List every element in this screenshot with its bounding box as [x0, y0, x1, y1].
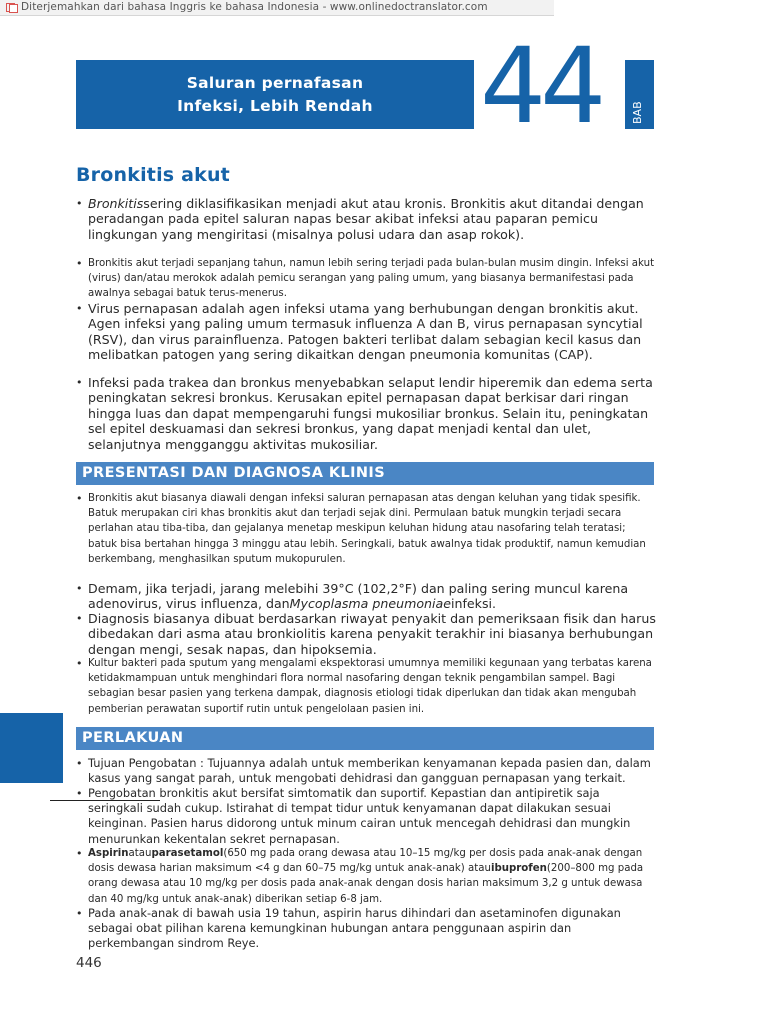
- paragraph-text: (200–800 mg pada orang dewasa atau 10 mg/kg per dosis pada anak-anak dengan dosis harian maksimum 3,2 g untuk dewasa dan 40 mg/kg untuk anak-anak) diberikan setiap 6-8 jam.: [88, 863, 644, 905]
- side-tab-marker: [0, 713, 63, 783]
- drug-name: Aspirin: [88, 848, 129, 859]
- paragraph-text: sering diklasifikasikan menjadi akut atau kronis. Bronkitis akut ditandai dengan peradangan pada epitel saluran napas besar akibat infeksi atau paparan pemicu lingkungan yang mengiritasi (misalnya polusi udara dan asap rokok).: [88, 196, 644, 242]
- translator-banner[interactable]: [0, 0, 554, 16]
- bullet-icon: •: [76, 302, 83, 315]
- paragraph-text: infeksi.: [451, 596, 497, 612]
- paragraph-text: Pengobatan bronkitis akut bersifat simtomatik dan suportif. Kepastian dan antipiretik saja seringkali sudah cukup. Istirahat di tempat tidur untuk kenyamanan dapat dilakukan sesuai keinginan. Pasien harus didorong untuk minum cairan untuk mencegah dehidrasi dan mungkin menurunkan kekentalan sekret pernapasan.: [88, 786, 631, 846]
- list-item: [76, 196, 656, 242]
- list-item: [76, 256, 656, 302]
- paragraph-text: Kultur bakteri pada sputum yang mengalami ekspektorasi umumnya memiliki kegunaan yang terbatas karena ketidakmampuan untuk menghindari flora normal nasofaring dengan teknik pengambilan sampel. Bagi sebagian besar pasien yang terkena dampak, diagnosis etiologi tidak diperlukan dan tidak akan mengubah pemberian perawatan suportif rutin untuk pengelolaan pasien ini.: [88, 658, 652, 715]
- section-title: Bronkitis akut: [76, 164, 230, 186]
- paragraph-text: Bronkitis akut biasanya diawali dengan infeksi saluran pernapasan atas dengan keluhan yang tidak spesifik. Batuk merupakan ciri khas bronkitis akut dan terjadi sejak dini. Permulaan batuk mungkin terjadi secara perlahan atau tiba-tiba, dan gejalanya menetap meskipun keluhan hidung atau nasofaring telah teratasi; batuk bisa bertahan hingga 3 minggu atau lebih. Seringkali, batuk awalnya tidak produktif, namun kemudian berkembang, menghasilkan sputum mukopurulen.: [88, 493, 646, 565]
- emphasis-term: Mycoplasma pneumoniae: [289, 596, 451, 612]
- drug-name: parasetamol: [151, 848, 224, 859]
- paragraph-text: Infeksi pada trakea dan bronkus menyebabkan selaput lendir hiperemik dan edema serta peningkatan sekresi bronkus. Kerusakan epitel pernapasan dapat berkisar dari ringan hingga luas dan dapat mempengaruhi fungsi mukosiliar bronkus. Selain itu, peningkatan sel epitel deskuamasi dan sekresi bronkus, yang dapat menjadi kental dan ulet, selanjutnya mengganggu aktivitas mukosiliar.: [88, 375, 653, 452]
- paragraph-text: Tujuan Pengobatan : Tujuannya adalah untuk memberikan kenyamanan kepada pasien dan, dalam kasus yang sangat parah, untuk mengobati dehidrasi dan gangguan pernapasan yang terkait.: [88, 756, 651, 786]
- page-number: 446: [76, 955, 102, 971]
- bullet-icon: •: [76, 787, 83, 800]
- list-item: [76, 301, 656, 363]
- bullet-icon: •: [76, 757, 83, 770]
- chapter-label: BAB: [631, 101, 644, 125]
- paragraph-text: atau: [128, 848, 152, 859]
- bullet-icon: •: [76, 257, 83, 270]
- chapter-title-line2: Infeksi, Lebih Rendah: [177, 96, 373, 115]
- paragraph-text: Bronkitis akut terjadi sepanjang tahun, namun lebih sering terjadi pada bulan-bulan musim dingin. Infeksi akut (virus) dan/atau merokok adalah pemicu serangan yang paling umum, yang biasanya bermanifestasi pada awalnya sebagai batuk terus-menerus.: [88, 258, 655, 300]
- list-item: [76, 656, 656, 717]
- bullet-icon: •: [76, 376, 83, 389]
- bullet-icon: •: [76, 197, 83, 210]
- paragraph-text: Diagnosis biasanya dibuat berdasarkan riwayat penyakit dan pemeriksaan fisik dan harus dibedakan dari asma atau bronkiolitis karena penyakit terakhir ini biasanya berhubungan dengan mengi, sesak napas, dan hipoksemia.: [88, 611, 656, 657]
- list-item: [76, 906, 656, 952]
- list-item: [76, 846, 656, 907]
- bullet-icon: •: [76, 657, 83, 670]
- paragraph-text: Virus pernapasan adalah agen infeksi utama yang berhubungan dengan bronkitis akut. Agen infeksi yang paling umum termasuk influenza A dan B, virus pernapasan syncytial (RSV), dan virus parainfluenza. Patogen bakteri terlibat dalam sebagian kecil kasus dan melibatkan patogen yang sering dikaitkan dengan pneumonia komunitas (CAP).: [88, 301, 643, 363]
- list-item: [76, 375, 656, 452]
- chapter-number: 44: [480, 25, 601, 147]
- paragraph-text: (650 mg pada orang dewasa atau 10–15 mg/kg per dosis pada anak-anak dengan dosis dewasa harian maksimum <4 g dan 60–75 mg/kg untuk anak-anak) atau: [88, 848, 643, 875]
- list-item: [76, 581, 656, 612]
- chapter-title-line1: Saluran pernafasan: [186, 73, 364, 92]
- list-item: [76, 491, 656, 567]
- emphasis-term: Bronkitis: [88, 196, 144, 211]
- bullet-icon: •: [76, 612, 83, 625]
- bullet-icon: •: [76, 907, 83, 920]
- translator-banner-text[interactable]: Diterjemahkan dari bahasa Inggris ke bahasa Indonesia - www.onlinedoctranslator.com: [21, 1, 488, 13]
- bullet-icon: •: [76, 582, 83, 595]
- list-item: [76, 756, 656, 786]
- bullet-icon: •: [76, 492, 83, 505]
- list-item: [76, 611, 656, 657]
- translator-logo-icon: [6, 3, 18, 13]
- drug-name: ibuprofen: [490, 863, 547, 875]
- section-heading-treatment: PERLAKUAN: [76, 727, 654, 750]
- list-item: [76, 786, 656, 847]
- bullet-icon: •: [76, 847, 83, 860]
- paragraph-text: Demam, jika terjadi, jarang melebihi 39°C (102,2°F) dan paling sering muncul karena adenovirus, virus influenza, dan: [88, 581, 629, 612]
- paragraph-text: Pada anak-anak di bawah usia 19 tahun, aspirin harus dihindari dan asetaminofen digunakan sebagai obat pilihan karena kemungkinan hubungan antara penggunaan aspirin dan perkembangan sindrom Reye.: [88, 906, 621, 951]
- section-heading-presentation: PRESENTASI DAN DIAGNOSA KLINIS: [76, 462, 654, 485]
- chapter-header: [76, 60, 474, 129]
